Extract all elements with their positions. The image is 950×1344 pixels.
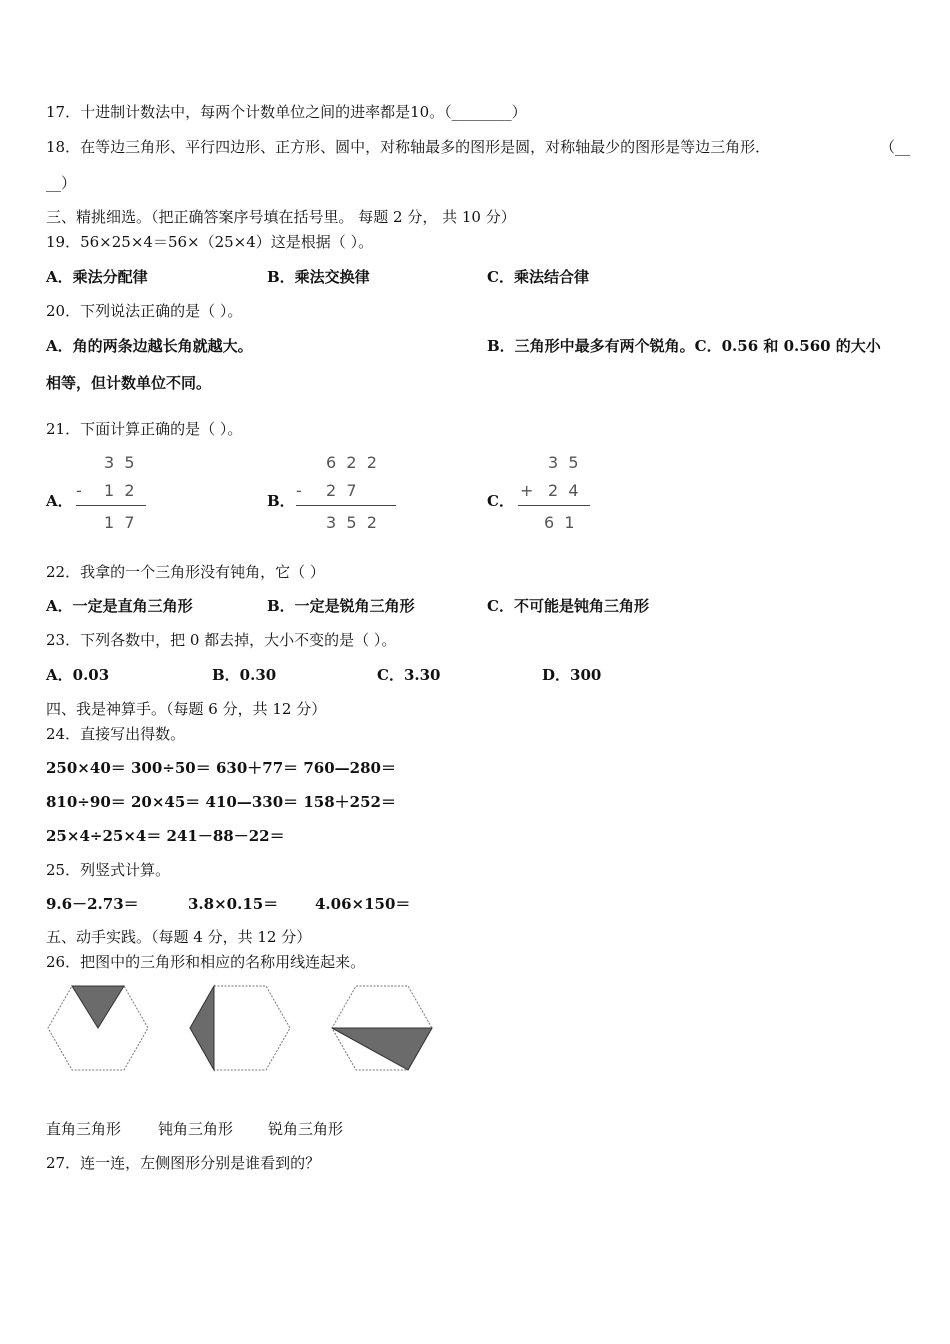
calc-b-top: 6 2 2 — [326, 453, 377, 472]
calc-b-operator: - — [296, 481, 302, 500]
question-21: 21．下面计算正确的是（ ）。 — [46, 420, 243, 438]
question-24: 24．直接写出得数。 — [46, 725, 186, 743]
hexagon-figure-1 — [44, 982, 152, 1074]
question-18: 18．在等边三角形、平行四边形、正方形、圆中，对称轴最多的图形是圆，对称轴最少的图形是等边三角形． — [46, 138, 771, 156]
question-27: 27．连一连，左侧图形分别是谁看到的？ — [46, 1154, 321, 1172]
calc-a-operator: - — [76, 481, 82, 500]
section-4-heading: 四、我是神算手。（每题 6 分，共 12 分） — [46, 700, 327, 718]
calc-a-result: 1 7 — [104, 513, 135, 532]
question-18-blank-end: __） — [46, 174, 77, 192]
q24-row-1: 250×40＝ 300÷50＝ 630＋77＝ 760—280＝ — [46, 759, 396, 777]
q25-item-3: 4.06×150＝ — [315, 895, 411, 913]
calc-c-rule — [518, 505, 590, 506]
q20-continuation: 相等，但计数单位不同。 — [46, 374, 212, 392]
triangle-shape-2 — [190, 986, 214, 1070]
calc-b-middle: 2 7 — [326, 481, 357, 500]
q21-vertical-calc-c — [518, 453, 598, 537]
calc-a-rule — [76, 505, 146, 506]
question-18-blank-start: （__ — [880, 138, 911, 156]
hexagon-figure-3 — [328, 982, 436, 1074]
q24-row-2: 810÷90＝ 20×45＝ 410—330＝ 158＋252＝ — [46, 793, 396, 811]
calc-c-result: 6 1 — [544, 513, 575, 532]
q23-option-a: A．0.03 — [46, 666, 110, 684]
question-17: 17．十进制计数法中，每两个计数单位之间的进率都是10。（________） — [46, 103, 527, 121]
q23-option-c: C．3.30 — [377, 666, 441, 684]
question-20: 20．下列说法正确的是（ ）。 — [46, 302, 243, 320]
q23-option-b: B．0.30 — [212, 666, 277, 684]
q21-vertical-calc-a — [76, 453, 156, 537]
q19-option-a: A．乘法分配律 — [46, 268, 148, 286]
calc-a-top: 3 5 — [104, 453, 135, 472]
question-26: 26．把图中的三角形和相应的名称用线连起来。 — [46, 953, 366, 971]
q25-item-1: 9.6－2.73＝ — [46, 895, 139, 913]
q20-option-bc: B．三角形中最多有两个锐角。C．0.56 和 0.560 的大小 — [487, 337, 881, 355]
question-25: 25．列竖式计算。 — [46, 861, 171, 879]
question-19: 19．56×25×4＝56×（25×4）这是根据（ ）。 — [46, 233, 374, 251]
q22-option-a: A．一定是直角三角形 — [46, 597, 193, 615]
q21-option-a-label: A． — [46, 492, 73, 510]
q21-option-b-label: B． — [267, 492, 295, 510]
triangle-shape-3 — [332, 1028, 432, 1070]
q22-option-b: B．一定是锐角三角形 — [267, 597, 415, 615]
q23-option-d: D．300 — [542, 666, 602, 684]
question-22: 22．我拿的一个三角形没有钝角，它（ ） — [46, 563, 325, 581]
triangle-shape-1 — [72, 986, 124, 1028]
calc-b-rule — [296, 505, 396, 506]
q25-item-2: 3.8×0.15＝ — [188, 895, 279, 913]
calc-c-operator: + — [520, 481, 534, 500]
section-3-heading: 三、精挑细选。（把正确答案序号填在括号里。 每题 2 分， 共 10 分） — [46, 208, 516, 226]
q20-option-a: A．角的两条边越长角就越大。 — [46, 337, 253, 355]
q19-option-c: C．乘法结合律 — [487, 268, 589, 286]
calc-c-top: 3 5 — [548, 453, 579, 472]
q21-vertical-calc-b — [296, 453, 406, 537]
q26-name-acute-triangle: 锐角三角形 — [268, 1120, 344, 1138]
q26-name-right-triangle: 直角三角形 — [46, 1120, 122, 1138]
q19-option-b: B．乘法交换律 — [267, 268, 370, 286]
calc-a-middle: 1 2 — [104, 481, 135, 500]
calc-c-middle: 2 4 — [548, 481, 579, 500]
hexagon-figure-2 — [186, 982, 294, 1074]
q24-row-3: 25×4÷25×4＝ 241－88－22＝ — [46, 827, 285, 845]
calc-b-result: 3 5 2 — [326, 513, 377, 532]
question-23: 23．下列各数中，把 0 都去掉，大小不变的是（ ）。 — [46, 631, 397, 649]
q22-option-c: C．不可能是钝角三角形 — [487, 597, 649, 615]
section-5-heading: 五、动手实践。（每题 4 分，共 12 分） — [46, 928, 312, 946]
q26-name-obtuse-triangle: 钝角三角形 — [158, 1120, 234, 1138]
q21-option-c-label: C． — [487, 492, 514, 510]
